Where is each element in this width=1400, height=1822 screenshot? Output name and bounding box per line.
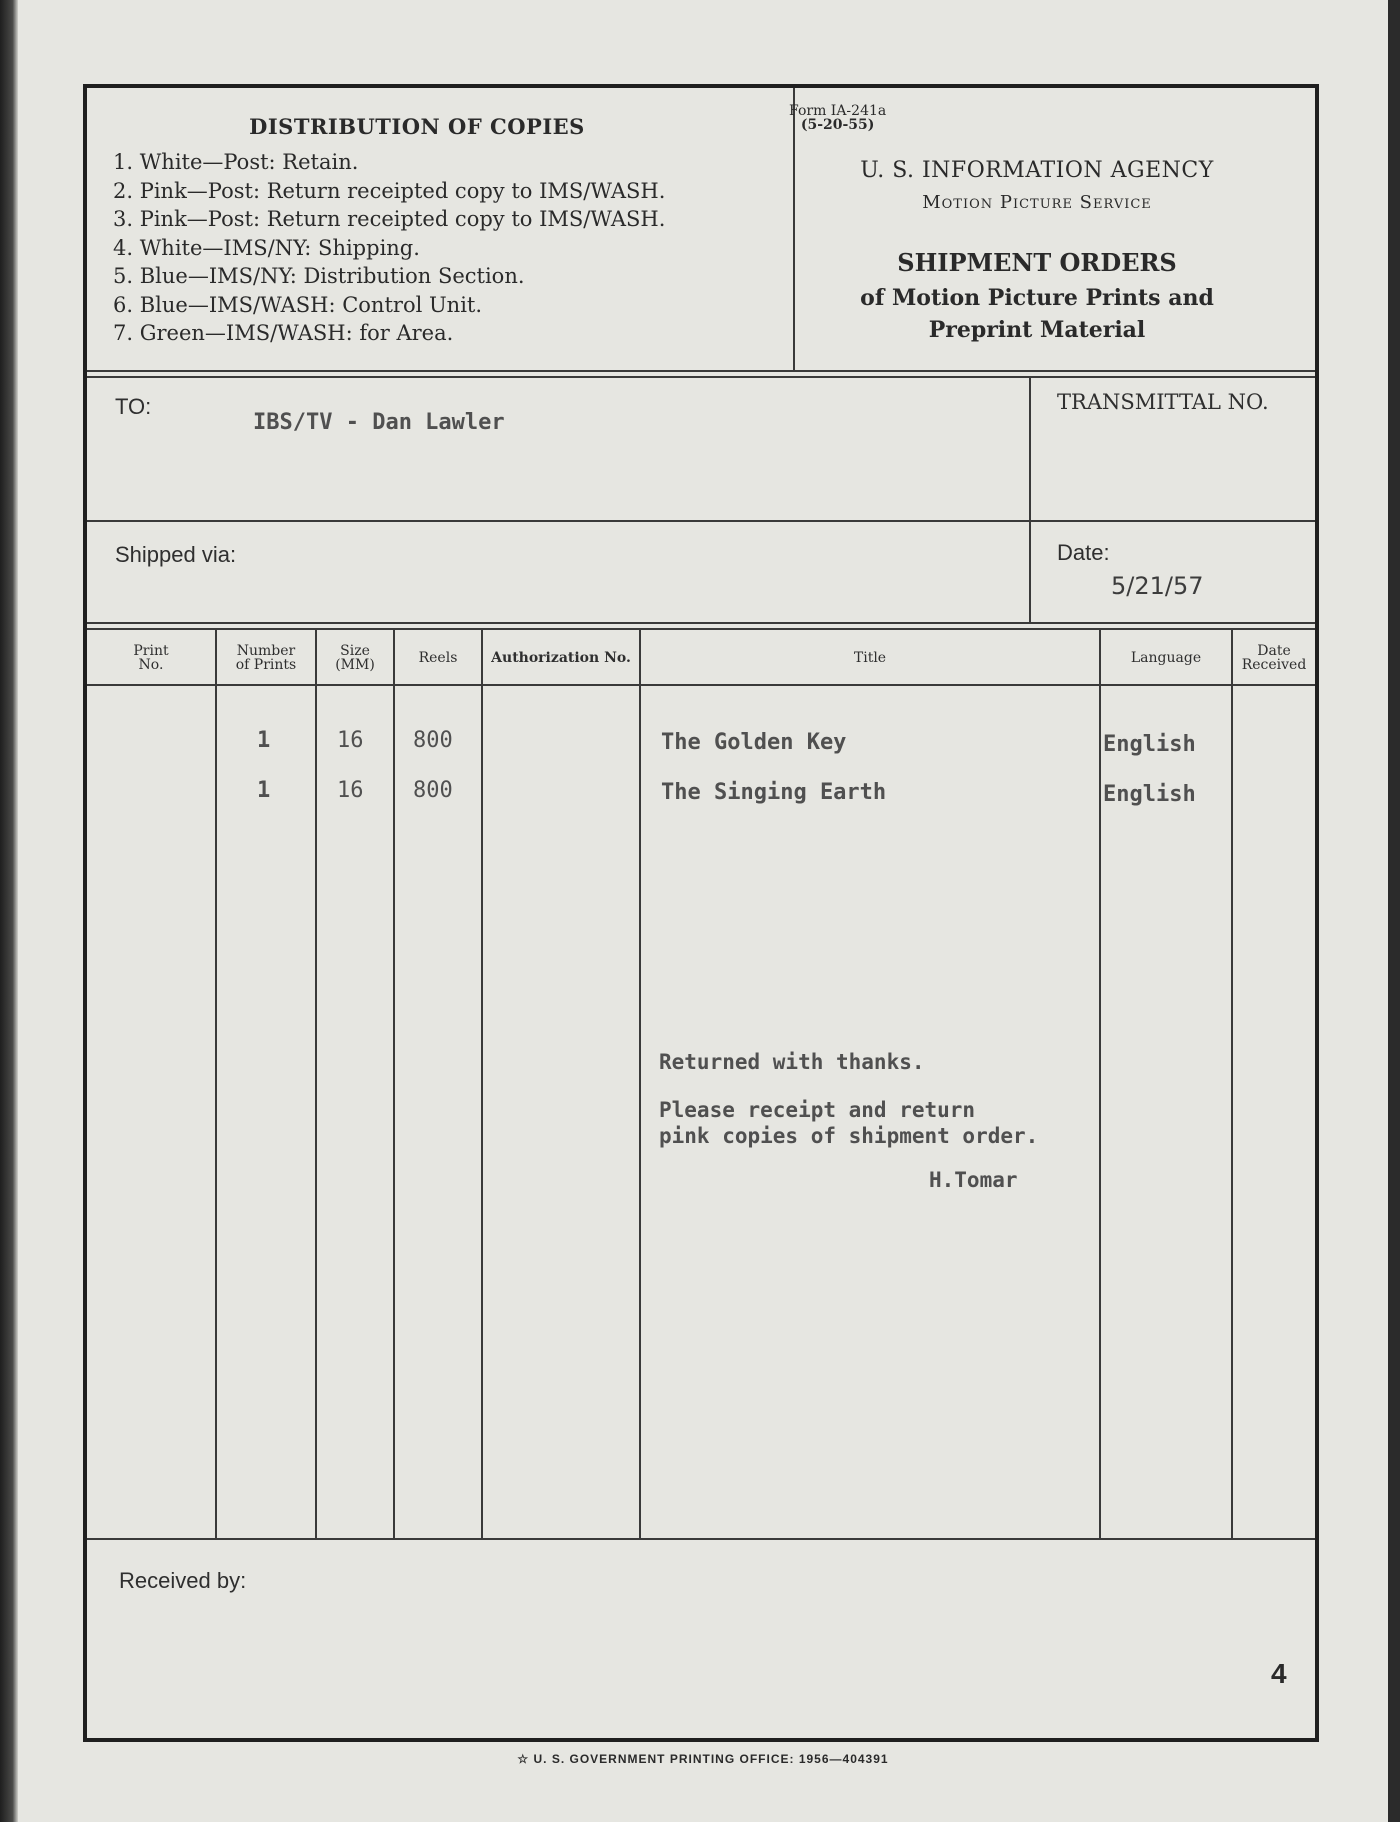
col-line	[393, 628, 395, 1538]
row2-reels: 800	[413, 778, 453, 803]
col-header-text: Date	[1257, 643, 1291, 659]
paper-edge-shadow	[0, 0, 18, 1822]
col-header-title	[641, 651, 1099, 665]
printing-office-footer: ☆ U. S. GOVERNMENT PRINTING OFFICE: 1956—404391	[517, 1752, 889, 1766]
col-header-date-received	[1233, 644, 1315, 672]
header-bottom-rule	[87, 370, 1315, 372]
col-header-text: Size	[340, 643, 370, 659]
note-line1: Returned with thanks.	[659, 1050, 925, 1074]
date-label: Date:	[1057, 540, 1110, 565]
distribution-item: 2. Pink—Post: Return receipted copy to IMS/WASH.	[113, 178, 666, 203]
row1-number-of-prints: 1	[257, 728, 271, 753]
col-header-text: Reels	[418, 650, 458, 666]
col-line	[315, 628, 317, 1538]
form-number-text: Form IA-241a	[789, 103, 887, 119]
col-header-size	[317, 644, 393, 672]
row1-language: English	[1103, 732, 1196, 757]
col-header-text: Authorization No.	[491, 650, 631, 666]
distribution-item: 1. White—Post: Retain.	[113, 150, 359, 174]
distribution-item: 3. Pink—Post: Return receipted copy to IMS/WASH.	[113, 207, 666, 231]
received-by-label: Received by:	[119, 1568, 247, 1593]
row2-number-of-prints: 1	[257, 778, 271, 803]
col-header-text: Received	[1241, 657, 1307, 673]
form-date-text: (5-20-55)	[800, 117, 875, 133]
distribution-item: 7. Green—IMS/WASH: for Area.	[113, 321, 454, 345]
distribution-list	[113, 148, 665, 348]
form-subtitle-line1: of Motion Picture Prints and	[860, 285, 1214, 311]
col-line	[1099, 628, 1101, 1538]
distribution-item: 5. Blue—IMS/NY: Distribution Section.	[113, 264, 525, 288]
to-divider	[1029, 376, 1031, 622]
transmittal-label: TRANSMITTAL NO.	[1057, 390, 1269, 414]
form-subtitle	[777, 282, 1297, 346]
col-header-number-of-prints	[217, 644, 315, 672]
col-header-print-no	[87, 644, 215, 672]
col-line	[215, 628, 217, 1538]
paper-sheet	[18, 0, 1388, 1822]
col-line	[1231, 628, 1233, 1538]
shipping-bottom-rule-2	[87, 628, 1315, 630]
row2-title: The Singing Earth	[661, 780, 887, 805]
distribution-title: DISTRIBUTION OF COPIES	[249, 114, 585, 139]
row2-language: English	[1103, 782, 1196, 807]
table-bottom-rule	[87, 1538, 1315, 1540]
to-value: IBS/TV - Dan Lawler	[253, 410, 505, 435]
row1-title: The Golden Key	[661, 730, 847, 755]
note-line3: pink copies of shipment order.	[659, 1124, 1039, 1148]
distribution-item: 4. White—IMS/NY: Shipping.	[113, 235, 420, 260]
form-number	[789, 104, 886, 132]
note-signature: H.Tomar	[929, 1168, 1018, 1192]
col-line	[481, 628, 483, 1538]
col-header-text: Number	[236, 643, 296, 659]
to-bottom-rule	[87, 520, 1315, 522]
row2-size: 16	[337, 778, 364, 803]
col-header-authorization	[483, 651, 639, 665]
form-frame	[83, 84, 1319, 1742]
header-bottom-rule-2	[87, 376, 1315, 378]
distribution-item: 6. Blue—IMS/WASH: Control Unit.	[113, 292, 483, 317]
date-value: 5/21/57	[1111, 572, 1204, 600]
form-subtitle-line2: Preprint Material	[928, 317, 1146, 343]
col-header-language	[1101, 651, 1231, 665]
page-number: 4	[1271, 1658, 1287, 1689]
col-header-text: No.	[138, 657, 164, 673]
col-header-text: (MM)	[335, 657, 375, 673]
row1-reels: 800	[413, 728, 453, 753]
col-header-text: Language	[1130, 650, 1202, 666]
shipped-via-label: Shipped via:	[115, 542, 237, 567]
shipping-bottom-rule	[87, 622, 1315, 624]
col-header-text: Print	[133, 643, 169, 659]
note-line2: Please receipt and return	[659, 1098, 976, 1122]
row1-size: 16	[337, 728, 364, 753]
col-header-text: Title	[853, 650, 887, 666]
col-header-reels	[395, 651, 481, 665]
service-name: Motion Picture Service	[922, 192, 1152, 213]
col-header-text: of Prints	[235, 657, 297, 673]
col-line	[639, 628, 641, 1538]
to-label: TO:	[115, 394, 152, 419]
form-title: SHIPMENT ORDERS	[897, 248, 1177, 277]
table-header-rule	[87, 684, 1315, 686]
agency-name: U. S. INFORMATION AGENCY	[860, 158, 1214, 183]
